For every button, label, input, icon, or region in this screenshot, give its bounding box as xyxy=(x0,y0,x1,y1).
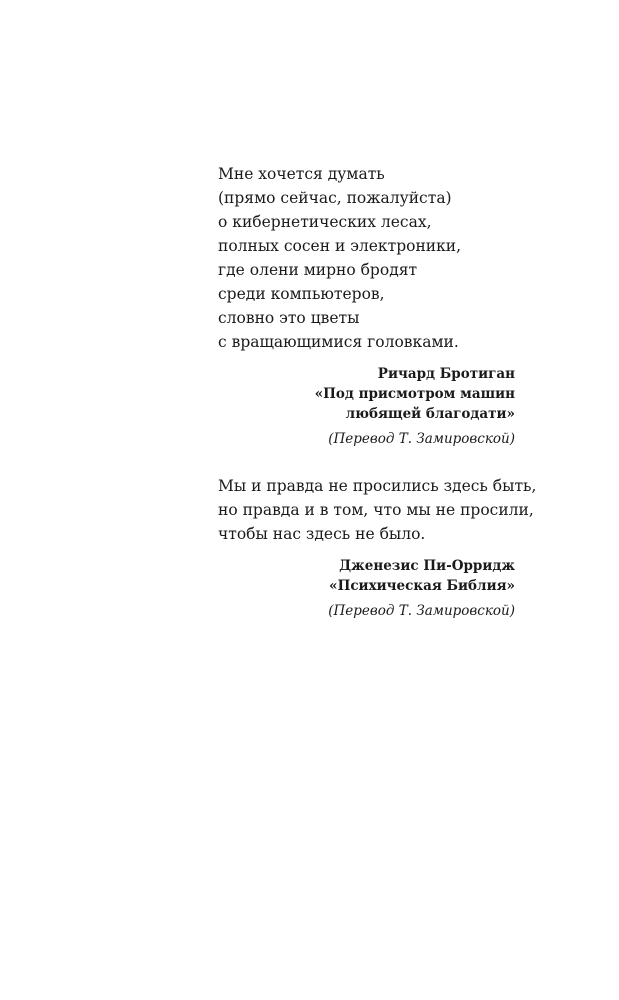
poem-verse xyxy=(218,162,515,354)
quote-text xyxy=(218,474,537,546)
verse-line: (прямо сейчас, пожалуйста) xyxy=(218,189,452,207)
epigraph-p-orridge xyxy=(218,474,537,621)
author-name: Дженезис Пи-Орридж xyxy=(339,558,515,574)
translator-credit: (Перевод Т. Замировской) xyxy=(328,603,515,619)
verse-line: о кибернетических лесах, xyxy=(218,213,432,231)
verse-line: Мне хочется думать xyxy=(218,165,385,183)
verse-line: полных сосен и электроники, xyxy=(218,237,462,255)
attribution xyxy=(218,364,515,449)
verse-line: но правда и в том, что мы не просили, xyxy=(218,501,534,519)
translator-credit: (Перевод Т. Замировской) xyxy=(328,431,515,447)
work-title-line: любящей благодати» xyxy=(345,406,515,422)
verse-line: чтобы нас здесь не было. xyxy=(218,525,426,543)
verse-line: среди компьютеров, xyxy=(218,285,385,303)
verse-line: словно это цветы xyxy=(218,309,360,327)
author-name: Ричард Бротиган xyxy=(377,366,515,382)
verse-line: где олени мирно бродят xyxy=(218,261,418,279)
work-title-line: «Психическая Библия» xyxy=(329,578,515,594)
epigraph-brautigan xyxy=(218,162,515,449)
verse-line: с вращающимися головками. xyxy=(218,333,459,351)
attribution xyxy=(218,556,515,621)
work-title-line: «Под присмотром машин xyxy=(314,386,515,402)
verse-line: Мы и правда не просились здесь быть, xyxy=(218,477,537,495)
